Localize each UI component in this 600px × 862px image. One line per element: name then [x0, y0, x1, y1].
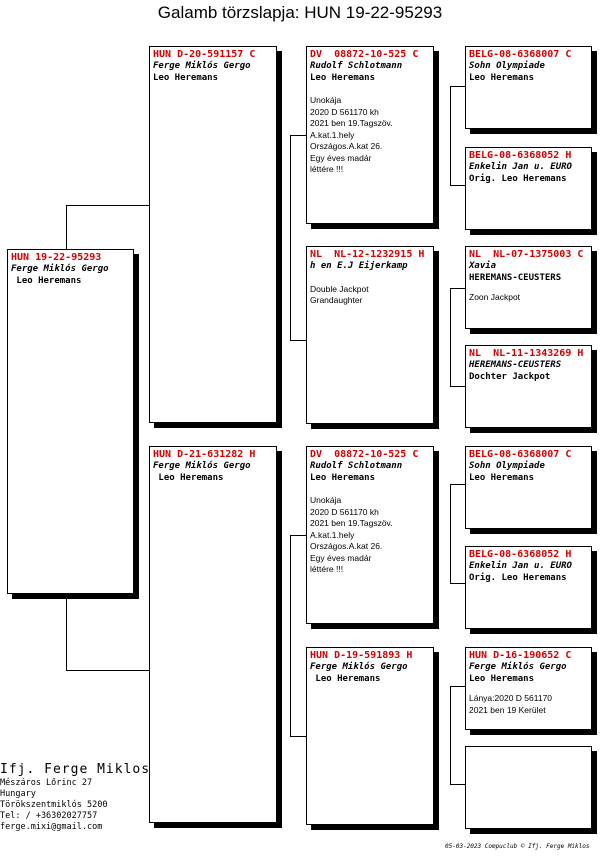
ring-number: DV 08872-10-525 C: [310, 449, 419, 460]
pigeon-owner: Leo Heremans: [310, 72, 376, 83]
pigeon-name: Rudolf Schlotmann: [310, 61, 403, 71]
connector-line: [450, 484, 451, 584]
connector-line: [450, 686, 465, 687]
pigeon-name: Ferge Miklós Gergo: [11, 264, 109, 274]
connector-line: [450, 386, 465, 387]
pigeon-notes: [310, 495, 430, 576]
pigeon-card-sire-sire[interactable]: [306, 46, 434, 224]
note-line: 2021 ben 19.Tagszöv.: [310, 118, 393, 128]
connector-line: [450, 86, 465, 87]
pigeon-card-subject[interactable]: [7, 249, 134, 594]
page-title: Galamb törzslapja: HUN 19-22-95293: [157, 3, 443, 22]
note-line: léttére !!!: [310, 564, 344, 574]
ring-number: NL NL-12-1232915 H: [310, 249, 425, 260]
connector-line: [290, 535, 306, 536]
sender-phone: Tel: / +36302027757: [0, 811, 98, 821]
connector-line: [66, 670, 149, 671]
ring-number: NL NL-07-1375003 C: [469, 249, 584, 260]
connector-line: [450, 288, 465, 289]
pigeon-owner: Leo Heremans: [469, 673, 535, 684]
ring-number: BELG-08-6368007 C: [469, 49, 572, 60]
sender-city: Törökszentmiklós 5200: [0, 800, 108, 810]
note-line: Double Jackpot: [310, 283, 369, 294]
connector-line: [450, 686, 451, 785]
sender-name: Ifj. Ferge Miklos: [0, 762, 151, 777]
pigeon-card-dss[interactable]: [465, 446, 592, 529]
pigeon-card-sire-dam[interactable]: [306, 246, 434, 424]
pigeon-name: Ferge Miklós Gergo: [310, 662, 408, 672]
note-line: Unokája: [310, 95, 342, 105]
pigeon-card-ssd[interactable]: [465, 147, 592, 230]
ring-number: BELG-08-6368007 C: [469, 449, 572, 460]
pigeon-name: Enkelin Jan u. EURO: [469, 561, 572, 571]
connector-line: [290, 135, 306, 136]
ring-number: BELG-08-6368052 H: [469, 150, 572, 161]
note-line: Grandaughter: [310, 295, 363, 305]
pigeon-card-dds[interactable]: [465, 647, 592, 730]
note-line: Egy éves madár: [310, 552, 372, 563]
note-line: 2021 ben 19 Kerület: [469, 704, 546, 715]
pigeon-name: Xavia: [469, 261, 497, 271]
note-line: Országos.A.kat 26.: [310, 541, 383, 551]
pigeon-name: Ferge Miklós Gergo: [153, 461, 251, 471]
note-line: Zoon Jackpot: [469, 292, 521, 302]
connector-line: [450, 484, 465, 485]
pigeon-notes: [310, 284, 430, 307]
pigeon-owner: Leo Heremans: [153, 72, 219, 83]
connector-line: [66, 205, 149, 206]
pigeon-name: Sohn Olympiade: [469, 461, 545, 471]
note-line: léttére !!!: [310, 164, 344, 174]
pigeon-notes: [310, 95, 430, 176]
ring-number: NL NL-11-1343269 H: [469, 348, 584, 359]
ring-number: DV 08872-10-525 C: [310, 49, 419, 60]
pigeon-name: Enkelin Jan u. EURO: [469, 162, 572, 172]
pigeon-card-dsd[interactable]: [465, 546, 592, 629]
pigeon-name: HEREMANS-CEUSTERS: [469, 360, 562, 370]
pigeon-card-sds[interactable]: [465, 246, 592, 329]
pigeon-name: h en E.J Eijerkamp: [310, 261, 408, 271]
note-line: A.kat.1.hely: [310, 529, 355, 540]
pigeon-card-dam[interactable]: [149, 446, 277, 823]
sender-info: [0, 762, 150, 833]
pigeon-card-sdd[interactable]: [465, 345, 592, 428]
pigeon-owner: Leo Heremans: [310, 472, 376, 483]
ring-number: HUN 19-22-95293: [11, 252, 102, 263]
pigeon-name: Rudolf Schlotmann: [310, 461, 403, 471]
connector-line: [450, 86, 451, 186]
ring-number: HUN D-20-591157 C: [153, 49, 256, 60]
connector-line: [450, 583, 465, 584]
note-line: 2020 D 561170 kh: [310, 506, 379, 517]
note-line: Unokája: [310, 495, 342, 505]
pigeon-name: Sohn Olympiade: [469, 61, 545, 71]
pigeon-owner: Leo Heremans: [310, 673, 381, 684]
note-line: 2021 ben 19.Tagszöv.: [310, 518, 393, 528]
footer-credit: 05-03-2023 Compuclub © Ifj. Ferge Miklos: [445, 843, 590, 850]
connector-line: [66, 205, 67, 251]
connector-line: [290, 736, 306, 737]
pigeon-owner: Leo Heremans: [11, 275, 82, 286]
ring-number: HUN D-21-631282 H: [153, 449, 256, 460]
connector-line: [290, 135, 291, 341]
pigeon-card-sss[interactable]: [465, 46, 592, 129]
sender-country: Hungary: [0, 789, 36, 799]
ring-number: HUN D-16-190652 C: [469, 650, 572, 661]
pigeon-notes: [469, 693, 588, 716]
pigeon-owner: Orig. Leo Heremans: [469, 173, 567, 184]
pigeon-card-sire[interactable]: [149, 46, 277, 423]
connector-line: [66, 595, 67, 670]
note-line: 2020 D 561170 kh: [310, 106, 379, 117]
connector-line: [290, 340, 306, 341]
connector-line: [450, 185, 465, 186]
ring-number: HUN D-19-591893 H: [310, 650, 413, 661]
note-line: Országos.A.kat 26.: [310, 141, 383, 151]
pigeon-card-dam-dam[interactable]: [306, 647, 434, 825]
note-line: Lánya:2020 D 561170: [469, 693, 553, 703]
pigeon-owner: Leo Heremans: [469, 472, 535, 483]
pigeon-card-ddd[interactable]: [465, 746, 592, 829]
pigeon-owner: Leo Heremans: [469, 72, 535, 83]
sender-address: Mészáros Lőrinc 27: [0, 778, 93, 788]
pigeon-notes: [469, 292, 588, 304]
pigeon-name: Ferge Miklós Gergo: [153, 61, 251, 71]
note-line: Egy éves madár: [310, 152, 372, 163]
ring-number: BELG-08-6368052 H: [469, 549, 572, 560]
pigeon-owner: Orig. Leo Heremans: [469, 572, 567, 583]
pigeon-owner: Dochter Jackpot: [469, 371, 551, 382]
connector-line: [450, 288, 451, 387]
connector-line: [290, 535, 291, 737]
note-line: A.kat.1.hely: [310, 129, 355, 140]
pigeon-card-dam-sire[interactable]: [306, 446, 434, 624]
pigeon-name: Ferge Miklós Gergo: [469, 662, 567, 672]
pigeon-owner: HEREMANS-CEUSTERS: [469, 272, 562, 283]
pigeon-owner: Leo Heremans: [153, 472, 224, 483]
sender-email: ferge.mixi@gmail.com: [0, 822, 103, 832]
connector-line: [450, 784, 465, 785]
